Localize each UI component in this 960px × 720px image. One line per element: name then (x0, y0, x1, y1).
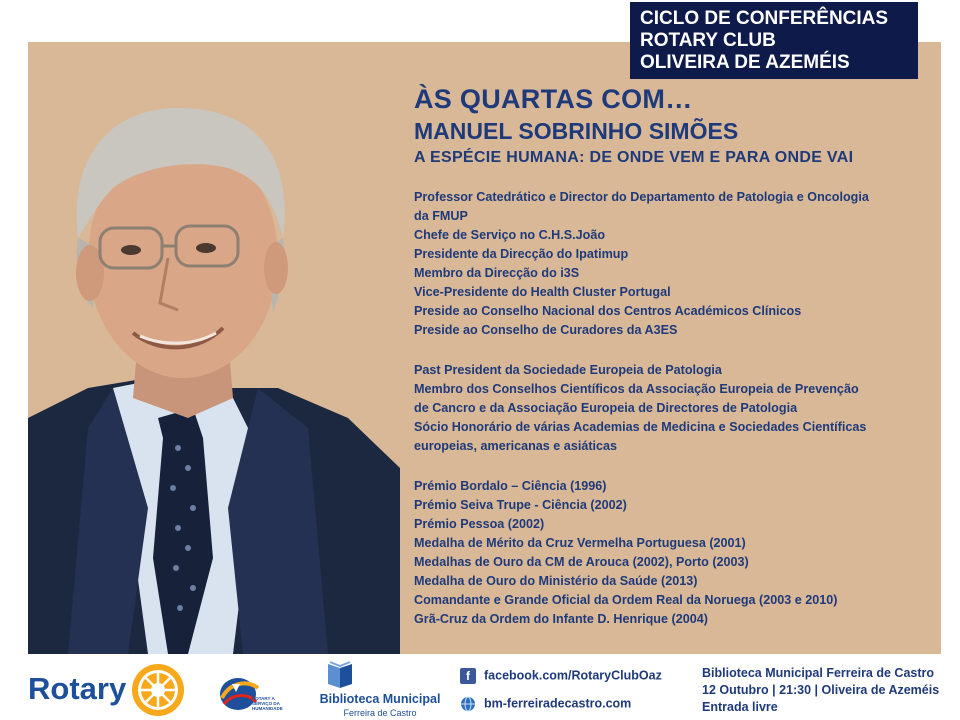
award-line: Medalha de Ouro do Ministério da Saúde (2013) (414, 574, 698, 588)
website-url: bm-ferreiradecastro.com (484, 696, 632, 711)
award-line: Prémio Seiva Trupe - Ciência (2002) (414, 498, 627, 512)
bio-line: Membro dos Conselhos Científicos da Associação Europeia de Prevenção (414, 382, 859, 396)
bio-line: Past President da Sociedade Europeia de Patologia (414, 363, 722, 377)
library-book-icon (326, 660, 354, 690)
award-line: Prémio Bordalo – Ciência (1996) (414, 479, 607, 493)
bio-awards (414, 477, 934, 629)
facebook-icon: f (460, 668, 476, 684)
bio-line: Vice-Presidente do Health Cluster Portugal (414, 285, 671, 299)
event-datetime: 12 Outubro | 21:30 | Oliveira de Azeméis (702, 683, 940, 697)
rotary-service-text: ROTARY A SERVIÇO DA HUMANIDADE (252, 696, 283, 711)
facebook-url: facebook.com/RotaryClubOaz (484, 668, 662, 683)
library-title: Biblioteca Municipal (319, 692, 441, 706)
bio-line: Preside ao Conselho de Curadores da A3ES (414, 323, 678, 337)
award-line: Grã-Cruz da Ordem do Infante D. Henrique (2004) (414, 612, 708, 626)
award-line: Medalha de Mérito da Cruz Vermelha Portuguesa (2001) (414, 536, 746, 550)
bio-positions (414, 188, 934, 340)
speaker-name: MANUEL SOBRINHO SIMÕES (414, 118, 739, 144)
library-logo (316, 660, 444, 720)
badge-line-2: ROTARY CLUB (640, 30, 776, 51)
globe-icon (460, 696, 476, 712)
award-line: Comandante e Grande Oficial da Ordem Real da Noruega (2003 e 2010) (414, 593, 838, 607)
series-badge (630, 2, 918, 79)
bio-line: Professor Catedrático e Director do Departamento de Patologia e Oncologia (414, 190, 869, 204)
venue-name: Biblioteca Municipal Ferreira de Castro (702, 666, 935, 680)
event-info (702, 665, 954, 716)
bio-line: Preside ao Conselho Nacional dos Centros Académicos Clínicos (414, 304, 802, 318)
series-title: ÀS QUARTAS COM… (414, 84, 693, 114)
bio-line: europeias, americanas e asiáticas (414, 439, 618, 453)
bio-line: Membro da Direcção do i3S (414, 266, 580, 280)
rotary-logo-text: Rotary (28, 671, 127, 706)
speaker-portrait (28, 88, 400, 654)
bio-line: Sócio Honorário de várias Academias de Medicina e Sociedades Científicas (414, 420, 867, 434)
badge-line-1: CICLO DE CONFERÊNCIAS (640, 8, 889, 29)
entry-info: Entrada livre (702, 700, 778, 714)
bio-line: Presidente da Direcção do Ipatimup (414, 247, 629, 261)
rotary-wheel-icon (125, 660, 191, 720)
bio-line: de Cancro e da Associação Europeia de Directores de Patologia (414, 401, 798, 415)
library-place: Ferreira de Castro (343, 708, 417, 718)
badge-line-3: OLIVEIRA DE AZEMÉIS (640, 52, 850, 73)
bio-memberships (414, 361, 934, 456)
facebook-link[interactable] (460, 668, 662, 684)
poster-content (414, 82, 934, 650)
bio-line: Chefe de Serviço no C.H.S.João (414, 228, 606, 242)
award-line: Prémio Pessoa (2002) (414, 517, 545, 531)
bio-line: da FMUP (414, 209, 468, 223)
website-link[interactable] (460, 696, 631, 712)
talk-title: A ESPÉCIE HUMANA: DE ONDE VEM E PARA ONDE VAI (414, 149, 854, 166)
award-line: Medalhas de Ouro da CM de Arouca (2002), Porto (2003) (414, 555, 749, 569)
